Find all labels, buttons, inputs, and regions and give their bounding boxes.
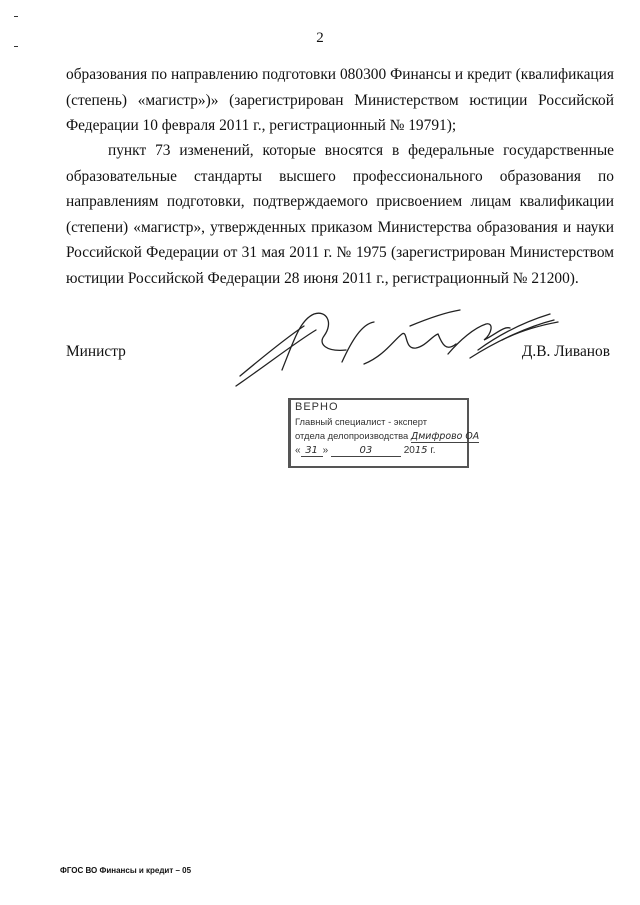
stamp-department-label: отдела делопроизводства xyxy=(295,430,409,441)
paragraph-point-73: пункт 73 изменений, которые вносятся в федеральные государственные образовательные стандарты высшего профессионального образования по направлениям подготовки, подтверждаемого присвоением лицам квалификации (степени) «магистр», утвержденных приказом Министерства образования и науки Российской Федерации от 31 мая 2011 г. № 1975 (зарегистрирован Министерством юстиции Российской Федерации 28 июня 2011 г., регистрационный № 21200). xyxy=(66,142,614,287)
signer-name: Д.В. Ливанов xyxy=(521,343,610,360)
stamp-department xyxy=(295,430,479,443)
stamp-day: 31 xyxy=(301,445,323,457)
stamp-position: Главный специалист - эксперт xyxy=(295,416,428,427)
stamp-date: « 31 » 03 2015 г. xyxy=(295,445,436,456)
handwritten-signature xyxy=(234,300,564,392)
certification-stamp xyxy=(288,398,480,468)
document-footer: ФГОС ВО Финансы и кредит – 05 xyxy=(60,866,192,875)
stamp-month: 03 xyxy=(331,445,401,457)
stamp-year-prefix: 20 xyxy=(403,445,415,456)
page-number: 2 xyxy=(316,30,324,46)
stamp-year-unit: г. xyxy=(430,445,436,456)
paragraph-continuation: образования по направлению подготовки 080300 Финансы и кредит (квалификация (степень) «магистр»)» (зарегистрирован Министерством юстиции Российской Федерации 10 февраля 2011 г., регистрационный № 19791); xyxy=(66,66,614,134)
stamp-year-suffix: 15 xyxy=(414,445,428,456)
stamp-handwritten-name: Дмифрово ОА xyxy=(410,431,480,442)
signer-title: Министр xyxy=(66,343,126,360)
stamp-heading: ВЕРНО xyxy=(295,401,339,413)
scan-mark xyxy=(14,16,18,17)
